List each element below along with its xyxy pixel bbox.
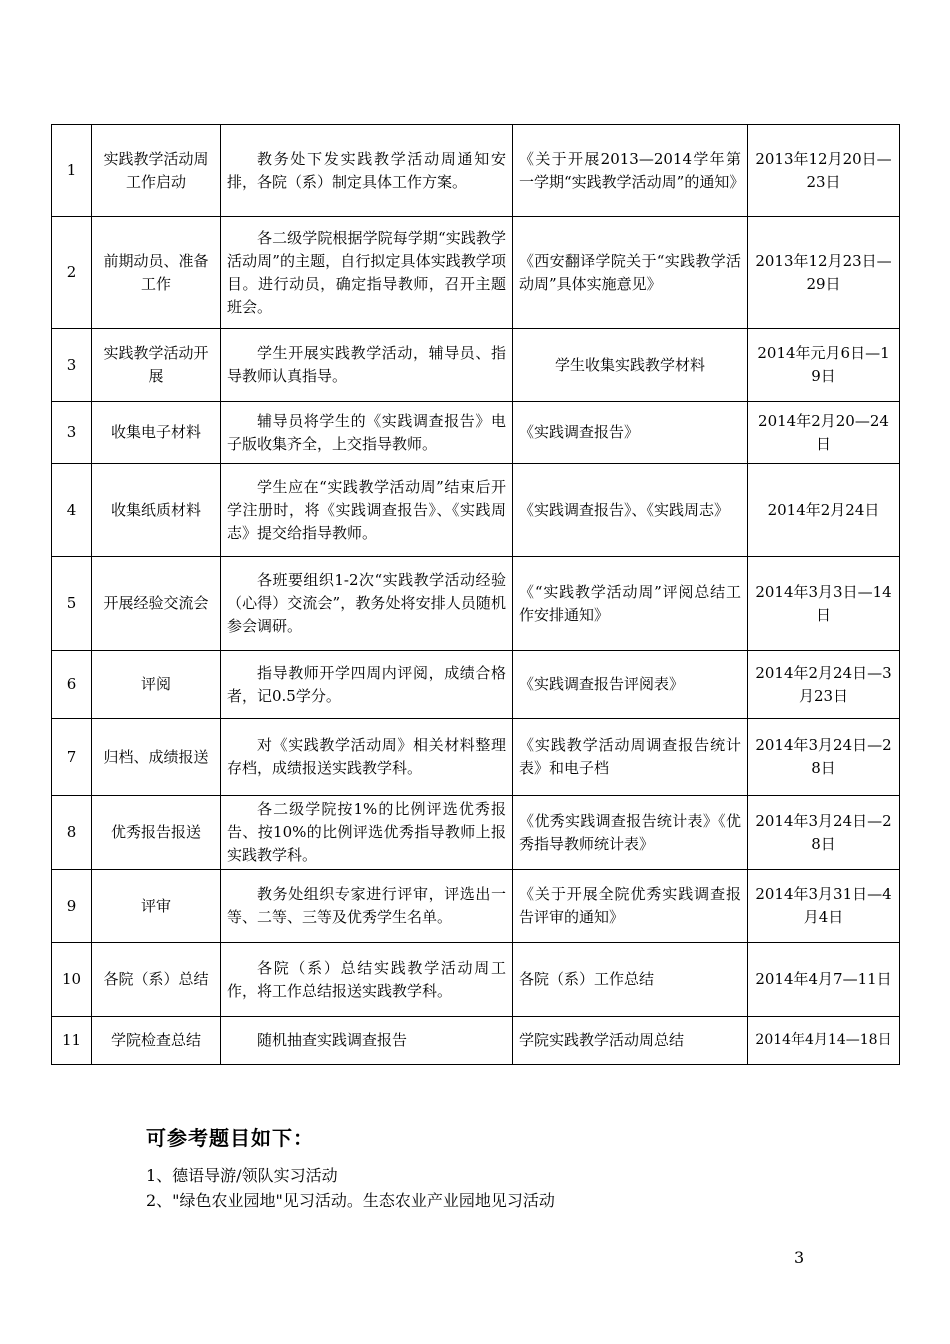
step-description: 随机抽查实践调查报告 (221, 1017, 513, 1065)
reference-title: 可参考题目如下： (146, 1126, 314, 1150)
step-document: 《关于开展2013—2014学年第一学期“实践教学活动周”的通知》 (513, 125, 748, 217)
row-number: 3 (52, 329, 92, 402)
step-document: 《实践调查报告》 (513, 402, 748, 464)
step-name: 学院检查总结 (92, 1017, 221, 1065)
page-number: 3 (794, 1248, 805, 1267)
step-name: 开展经验交流会 (92, 557, 221, 651)
list-item: 1、德语导游/领队实习活动 (146, 1166, 338, 1185)
step-date: 2014年4月14—18日 (748, 1017, 900, 1065)
step-name: 前期动员、准备工作 (92, 217, 221, 329)
step-name: 实践教学活动周工作启动 (92, 125, 221, 217)
step-document: 《实践调查报告》、《实践周志》 (513, 464, 748, 557)
table-row (52, 796, 900, 870)
step-description: 辅导员将学生的《实践调查报告》电子版收集齐全，上交指导教师。 (221, 402, 513, 464)
table-row (52, 464, 900, 557)
step-description: 各院（系）总结实践教学活动周工作，将工作总结报送实践教学科。 (221, 943, 513, 1017)
row-number: 3 (52, 402, 92, 464)
table-row (52, 125, 900, 217)
step-description: 学生开展实践教学活动，辅导员、指导教师认真指导。 (221, 329, 513, 402)
reference-list (146, 1163, 555, 1213)
step-date: 2014年3月3日—14日 (748, 557, 900, 651)
schedule-table (51, 124, 900, 1065)
step-description: 学生应在“实践教学活动周”结束后开学注册时，将《实践调查报告》、《实践周志》提交给指导教师。 (221, 464, 513, 557)
step-date: 2013年12月20日—23日 (748, 125, 900, 217)
row-number: 7 (52, 719, 92, 796)
row-number: 2 (52, 217, 92, 329)
step-name: 评审 (92, 870, 221, 943)
step-description: 各班要组织1-2次“实践教学活动经验（心得）交流会”，教务处将安排人员随机参会调研。 (221, 557, 513, 651)
step-date: 2014年3月24日—28日 (748, 719, 900, 796)
table-row (52, 217, 900, 329)
step-description: 教务处组织专家进行评审，评选出一等、二等、三等及优秀学生名单。 (221, 870, 513, 943)
table-row (52, 557, 900, 651)
table-row (52, 402, 900, 464)
table-row (52, 943, 900, 1017)
step-document: 学院实践教学活动周总结 (513, 1017, 748, 1065)
list-item: 2、"绿色农业园地"见习活动。生态农业产业园地见习活动 (146, 1191, 555, 1210)
row-number: 10 (52, 943, 92, 1017)
step-name: 收集电子材料 (92, 402, 221, 464)
row-number: 5 (52, 557, 92, 651)
step-date: 2014年2月24日 (748, 464, 900, 557)
step-name: 收集纸质材料 (92, 464, 221, 557)
step-document: 《“实践教学活动周”评阅总结工作安排通知》 (513, 557, 748, 651)
step-name: 实践教学活动开展 (92, 329, 221, 402)
step-description: 各二级学院按1%的比例评选优秀报告、按10%的比例评选优秀指导教师上报实践教学科。 (221, 796, 513, 870)
row-number: 11 (52, 1017, 92, 1065)
table-row (52, 719, 900, 796)
step-date: 2014年元月6日—19日 (748, 329, 900, 402)
step-description: 指导教师开学四周内评阅，成绩合格者，记0.5学分。 (221, 651, 513, 719)
table-row (52, 1017, 900, 1065)
step-date: 2014年2月24日—3月23日 (748, 651, 900, 719)
table-row (52, 651, 900, 719)
step-name: 归档、成绩报送 (92, 719, 221, 796)
row-number: 6 (52, 651, 92, 719)
step-name: 优秀报告报送 (92, 796, 221, 870)
row-number: 8 (52, 796, 92, 870)
step-description: 各二级学院根据学院每学期“实践教学活动周”的主题，自行拟定具体实践教学项目。进行动员，确定指导教师，召开主题班会。 (221, 217, 513, 329)
table-row (52, 329, 900, 402)
step-document: 《关于开展全院优秀实践调查报告评审的通知》 (513, 870, 748, 943)
row-number: 9 (52, 870, 92, 943)
step-document: 《优秀实践调查报告统计表》《优秀指导教师统计表》 (513, 796, 748, 870)
step-date: 2013年12月23日—29日 (748, 217, 900, 329)
step-document: 《实践教学活动周调查报告统计表》和电子档 (513, 719, 748, 796)
step-description: 对《实践教学活动周》相关材料整理存档，成绩报送实践教学科。 (221, 719, 513, 796)
step-date: 2014年3月24日—28日 (748, 796, 900, 870)
row-number: 4 (52, 464, 92, 557)
step-document: 学生收集实践教学材料 (513, 329, 748, 402)
step-date: 2014年3月31日—4月4日 (748, 870, 900, 943)
step-document: 各院（系）工作总结 (513, 943, 748, 1017)
step-name: 各院（系）总结 (92, 943, 221, 1017)
step-name: 评阅 (92, 651, 221, 719)
step-document: 《实践调查报告评阅表》 (513, 651, 748, 719)
row-number: 1 (52, 125, 92, 217)
step-description: 教务处下发实践教学活动周通知安排，各院（系）制定具体工作方案。 (221, 125, 513, 217)
step-date: 2014年4月7—11日 (748, 943, 900, 1017)
step-date: 2014年2月20—24日 (748, 402, 900, 464)
step-document: 《西安翻译学院关于“实践教学活动周”具体实施意见》 (513, 217, 748, 329)
table-row (52, 870, 900, 943)
